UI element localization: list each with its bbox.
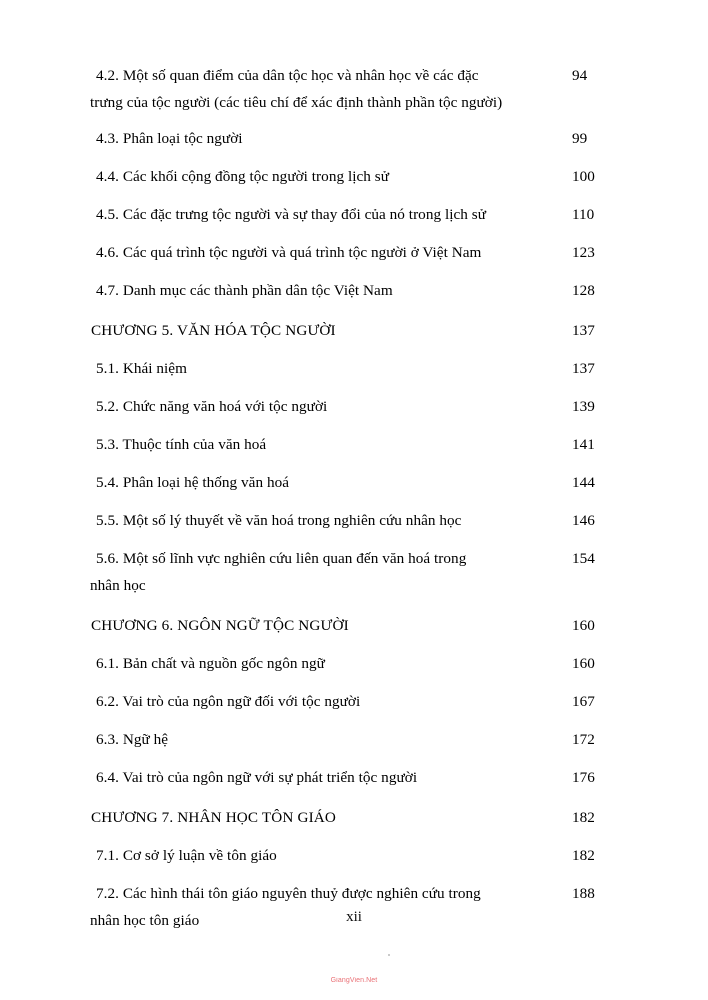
page-footer	[0, 908, 708, 926]
toc-section-entry[interactable]	[88, 842, 606, 869]
entry-spacer	[88, 116, 606, 125]
toc-entry-title: 5.2. Chức năng văn hoá với tộc người	[96, 398, 328, 415]
toc-entry-title: 7.1. Cơ sở lý luận về tôn giáo	[96, 847, 277, 864]
toc-entry-page-number: 176	[572, 769, 595, 786]
toc-entry-row	[88, 277, 606, 304]
toc-entry-title-continuation: nhân học	[90, 577, 146, 594]
toc-entry-title-continuation: nhân học tôn giáo	[90, 912, 200, 929]
toc-entry-page-number: 99	[572, 130, 588, 147]
toc-entry-page-number: 144	[572, 474, 595, 491]
toc-entry-title: CHƯƠNG 6. NGÔN NGỮ TỘC NGƯỜI	[91, 617, 349, 634]
entry-spacer	[88, 869, 606, 880]
entry-spacer	[88, 534, 606, 545]
toc-entry-page-number: 100	[572, 168, 595, 185]
toc-entry-row	[88, 842, 606, 869]
toc-section-entry[interactable]	[88, 62, 606, 116]
toc-section-entry[interactable]	[88, 431, 606, 458]
toc-entry-row	[88, 239, 606, 266]
toc-entry-title: CHƯƠNG 5. VĂN HÓA TỘC NGƯỜI	[91, 322, 336, 339]
entry-spacer	[88, 228, 606, 239]
toc-entry-page-number: 154	[572, 550, 595, 567]
toc-entry-title: 6.1. Bản chất và nguồn gốc ngôn ngữ	[96, 655, 325, 672]
toc-entry-row	[88, 764, 606, 791]
toc-entry-row	[88, 507, 606, 534]
toc-section-entry[interactable]	[88, 545, 606, 599]
toc-entry-row	[88, 804, 606, 831]
entry-spacer	[88, 344, 606, 355]
toc-entry-row	[88, 431, 606, 458]
entry-spacer	[88, 496, 606, 507]
toc-entry-title: 5.4. Phân loại hệ thống văn hoá	[96, 474, 290, 491]
toc-section-entry[interactable]	[88, 393, 606, 420]
entry-spacer	[88, 190, 606, 201]
toc-entry-row	[88, 688, 606, 715]
toc-entry-page-number: 94	[572, 67, 588, 84]
toc-entry-page-number: 182	[572, 809, 595, 826]
toc-entry-row	[88, 393, 606, 420]
toc-entry-row	[88, 726, 606, 753]
page-number: xii	[346, 909, 362, 925]
toc-chapter-entry[interactable]	[88, 804, 606, 831]
toc-section-entry[interactable]	[88, 277, 606, 304]
toc-entry-page-number: 137	[572, 322, 595, 339]
entry-spacer	[88, 266, 606, 277]
toc-section-entry[interactable]	[88, 239, 606, 266]
toc-entry-page-number: 137	[572, 360, 595, 377]
toc-entry-page-number: 110	[572, 206, 595, 223]
toc-entry-title: CHƯƠNG 7. NHÂN HỌC TÔN GIÁO	[91, 809, 337, 826]
entry-spacer	[88, 677, 606, 688]
toc-entry-page-number: 141	[572, 436, 595, 453]
toc-section-entry[interactable]	[88, 688, 606, 715]
toc-entry-row	[88, 317, 606, 344]
entry-spacer	[88, 152, 606, 163]
entry-spacer	[88, 382, 606, 393]
toc-entry-title: 4.5. Các đặc trưng tộc người và sự thay đổi của nó trong lịch sử	[96, 206, 487, 223]
scan-speck	[388, 954, 390, 956]
toc-entry-title: 5.3. Thuộc tính của văn hoá	[96, 436, 267, 453]
entry-spacer	[88, 304, 606, 317]
toc-entry-title: 5.5. Một số lý thuyết về văn hoá trong nghiên cứu nhân học	[96, 512, 462, 529]
toc-entry-title-continuation: trưng của tộc người (các tiêu chí để xác định thành phần tộc người)	[90, 94, 503, 111]
toc-entry-page-number: 160	[572, 655, 595, 672]
toc-entry-row	[88, 469, 606, 496]
table-of-contents	[88, 62, 606, 934]
toc-section-entry[interactable]	[88, 201, 606, 228]
toc-entry-title: 7.2. Các hình thái tôn giáo nguyên thuỷ được nghiên cứu trong	[96, 885, 481, 902]
toc-entry-row	[88, 355, 606, 382]
toc-entry-title: 6.2. Vai trò của ngôn ngữ đối với tộc người	[96, 693, 361, 710]
toc-entry-title: 6.3. Ngữ hệ	[96, 731, 169, 748]
toc-entry-title: 4.6. Các quá trình tộc người và quá trình tộc người ở Việt Nam	[96, 244, 482, 261]
toc-chapter-entry[interactable]	[88, 612, 606, 639]
toc-section-entry[interactable]	[88, 507, 606, 534]
toc-entry-page-number: 182	[572, 847, 595, 864]
toc-entry-page-number: 123	[572, 244, 595, 261]
toc-entry-page-number: 139	[572, 398, 595, 415]
toc-section-entry[interactable]	[88, 650, 606, 677]
entry-spacer	[88, 791, 606, 804]
toc-entry-page-number: 160	[572, 617, 595, 634]
toc-section-entry[interactable]	[88, 726, 606, 753]
toc-entry-row	[88, 545, 606, 572]
toc-entry-page-number: 167	[572, 693, 595, 710]
toc-chapter-entry[interactable]	[88, 317, 606, 344]
toc-entry-title: 4.4. Các khối cộng đồng tộc người trong lịch sử	[96, 168, 390, 185]
toc-entry-title: 5.6. Một số lĩnh vực nghiên cứu liên quan đến văn hoá trong	[96, 550, 467, 567]
entry-spacer	[88, 715, 606, 726]
toc-entry-page-number: 172	[572, 731, 595, 748]
toc-entry-row	[88, 62, 606, 89]
toc-section-entry[interactable]	[88, 125, 606, 152]
toc-entry-row	[88, 880, 606, 907]
toc-entry-title: 4.3. Phân loại tộc người	[96, 130, 243, 147]
toc-section-entry[interactable]	[88, 163, 606, 190]
entry-spacer	[88, 753, 606, 764]
entry-spacer	[88, 458, 606, 469]
toc-entry-title: 4.7. Danh mục các thành phần dân tộc Việt Nam	[96, 282, 393, 299]
entry-spacer	[88, 831, 606, 842]
toc-entry-page-number: 188	[572, 885, 595, 902]
toc-entry-row	[88, 201, 606, 228]
toc-section-entry[interactable]	[88, 469, 606, 496]
toc-entry-page-number: 146	[572, 512, 595, 529]
toc-entry-row	[88, 612, 606, 639]
toc-entry-row	[88, 163, 606, 190]
watermark-text: GiangVien.Net	[330, 977, 378, 984]
toc-entry-row	[88, 650, 606, 677]
entry-spacer	[88, 599, 606, 612]
toc-entry-title: 5.1. Khái niệm	[96, 360, 187, 377]
toc-entry-title: 4.2. Một số quan điểm của dân tộc học và nhân học về các đặc	[96, 67, 479, 84]
toc-entry-row	[88, 125, 606, 152]
toc-section-entry[interactable]	[88, 355, 606, 382]
toc-entry-page-number: 128	[572, 282, 595, 299]
toc-section-entry[interactable]	[88, 764, 606, 791]
entry-spacer	[88, 639, 606, 650]
toc-entry-title: 6.4. Vai trò của ngôn ngữ với sự phát triển tộc người	[96, 769, 418, 786]
entry-spacer	[88, 420, 606, 431]
